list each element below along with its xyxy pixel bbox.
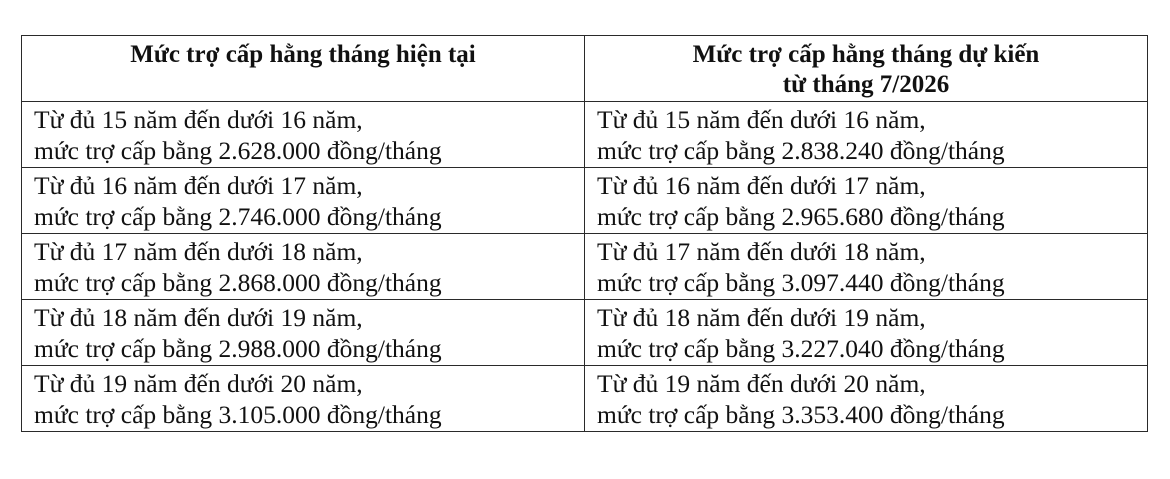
cell-range-text: Từ đủ 19 năm đến dưới 20 năm,: [34, 369, 363, 398]
header-current-allowance: [22, 36, 585, 102]
cell-proposed: [585, 300, 1148, 366]
table-row: [22, 234, 1148, 300]
table-row: [22, 168, 1148, 234]
cell-amount-text: mức trợ cấp bằng 2.988.000 đồng/tháng: [34, 334, 442, 363]
cell-proposed: [585, 102, 1148, 168]
cell-amount-text: mức trợ cấp bằng 2.868.000 đồng/tháng: [34, 268, 442, 297]
cell-amount-text: mức trợ cấp bằng 3.105.000 đồng/tháng: [34, 400, 442, 429]
cell-amount-text: mức trợ cấp bằng 2.746.000 đồng/tháng: [34, 202, 442, 231]
cell-range-text: Từ đủ 18 năm đến dưới 19 năm,: [597, 303, 926, 332]
cell-amount-text: mức trợ cấp bằng 2.965.680 đồng/tháng: [597, 202, 1005, 231]
cell-amount-text: mức trợ cấp bằng 2.838.240 đồng/tháng: [597, 136, 1005, 165]
cell-range-text: Từ đủ 19 năm đến dưới 20 năm,: [597, 369, 926, 398]
table-row: [22, 102, 1148, 168]
cell-amount-text: mức trợ cấp bằng 2.628.000 đồng/tháng: [34, 136, 442, 165]
cell-amount-text: mức trợ cấp bằng 3.353.400 đồng/tháng: [597, 400, 1005, 429]
cell-current: [22, 300, 585, 366]
cell-amount-text: mức trợ cấp bằng 3.227.040 đồng/tháng: [597, 334, 1005, 363]
cell-range-text: Từ đủ 17 năm đến dưới 18 năm,: [597, 237, 926, 266]
header-proposed-allowance: [585, 36, 1148, 102]
cell-current: [22, 234, 585, 300]
cell-range-text: Từ đủ 17 năm đến dưới 18 năm,: [34, 237, 363, 266]
cell-current: [22, 102, 585, 168]
cell-range-text: Từ đủ 15 năm đến dưới 16 năm,: [597, 105, 926, 134]
table-body: [22, 102, 1148, 432]
table-row: [22, 366, 1148, 432]
cell-range-text: Từ đủ 15 năm đến dưới 16 năm,: [34, 105, 363, 134]
cell-current: [22, 168, 585, 234]
header-proposed-line-2: từ tháng 7/2026: [782, 71, 950, 98]
cell-proposed: [585, 168, 1148, 234]
cell-range-text: Từ đủ 16 năm đến dưới 17 năm,: [597, 171, 926, 200]
cell-range-text: Từ đủ 16 năm đến dưới 17 năm,: [34, 171, 363, 200]
allowance-comparison-table: [21, 35, 1148, 432]
cell-proposed: [585, 366, 1148, 432]
cell-amount-text: mức trợ cấp bằng 3.097.440 đồng/tháng: [597, 268, 1005, 297]
header-current-line-1: Mức trợ cấp hằng tháng hiện tại: [130, 41, 476, 68]
table-row: [22, 300, 1148, 366]
header-row: [22, 36, 1148, 102]
cell-current: [22, 366, 585, 432]
table-header: [22, 36, 1148, 102]
cell-range-text: Từ đủ 18 năm đến dưới 19 năm,: [34, 303, 363, 332]
header-proposed-line-1: Mức trợ cấp hằng tháng dự kiến: [692, 41, 1040, 68]
cell-proposed: [585, 234, 1148, 300]
